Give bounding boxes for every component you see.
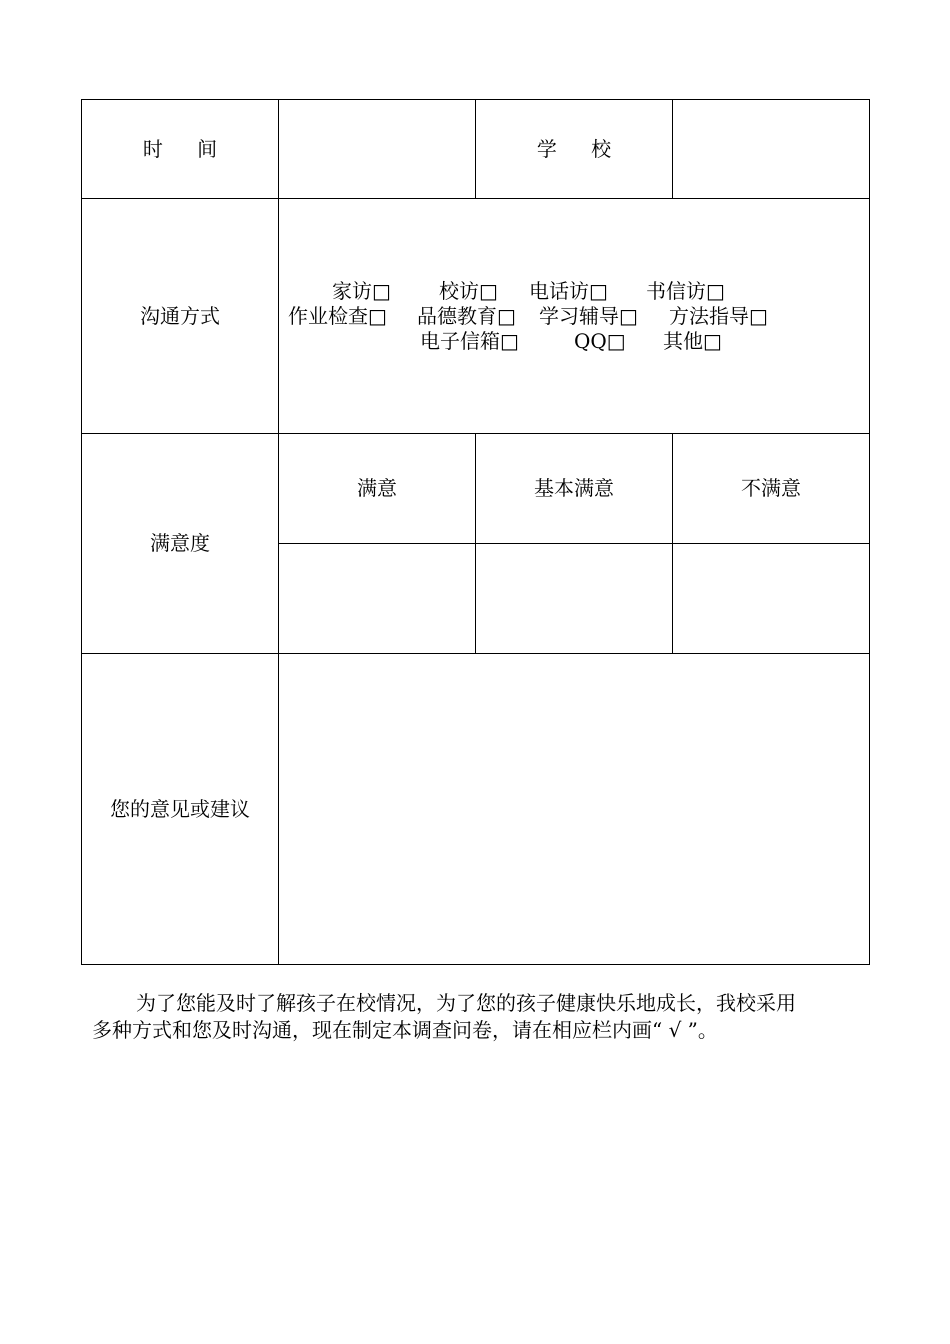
satisfied-mark-cell[interactable] — [279, 544, 476, 654]
method-row-3 — [279, 329, 869, 354]
time-label: 时 间 — [82, 100, 279, 199]
unsatisfied-header: 不满意 — [673, 434, 870, 544]
method-label: 沟通方式 — [82, 199, 279, 434]
intro-line-2: 多种方式和您及时沟通，现在制定本调查问卷，请在相应栏内画“ √ ”。 — [92, 1018, 718, 1042]
school-field[interactable] — [673, 100, 870, 199]
option-school-visit[interactable]: 校访□ — [439, 278, 498, 303]
option-home-visit[interactable]: 家访□ — [332, 278, 391, 303]
row-time-school — [82, 100, 870, 199]
school-label: 学 校 — [476, 100, 673, 199]
option-qq[interactable]: QQ□ — [574, 328, 626, 353]
survey-table — [81, 99, 870, 965]
option-other[interactable]: 其他□ — [663, 328, 722, 353]
unsatisfied-mark-cell[interactable] — [673, 544, 870, 654]
time-field[interactable] — [279, 100, 476, 199]
suggestion-field[interactable] — [279, 654, 870, 965]
intro-line-1: 为了您能及时了解孩子在校情况，为了您的孩子健康快乐地成长，我校采用 — [136, 991, 796, 1015]
option-letter-visit[interactable]: 书信访□ — [646, 278, 725, 303]
satisfied-header: 满意 — [279, 434, 476, 544]
method-row-1 — [279, 279, 869, 304]
option-study-tutoring[interactable]: 学习辅导□ — [539, 303, 638, 328]
row-methods — [82, 199, 870, 434]
satisfaction-label: 满意度 — [82, 434, 279, 654]
suggestion-label: 您的意见或建议 — [82, 654, 279, 965]
method-options — [279, 199, 870, 434]
row-suggestion — [82, 654, 870, 965]
basic-satisfied-mark-cell[interactable] — [476, 544, 673, 654]
option-email[interactable]: 电子信箱□ — [420, 328, 519, 353]
option-moral-education[interactable]: 品德教育□ — [417, 303, 516, 328]
option-phone-visit[interactable]: 电话访□ — [529, 278, 608, 303]
option-method-guidance[interactable]: 方法指导□ — [669, 303, 768, 328]
intro-paragraph — [92, 990, 872, 1044]
basic-satisfied-header: 基本满意 — [476, 434, 673, 544]
option-homework-check[interactable]: 作业检查□ — [288, 303, 387, 328]
method-row-2 — [279, 304, 869, 329]
row-satisfaction-header — [82, 434, 870, 544]
